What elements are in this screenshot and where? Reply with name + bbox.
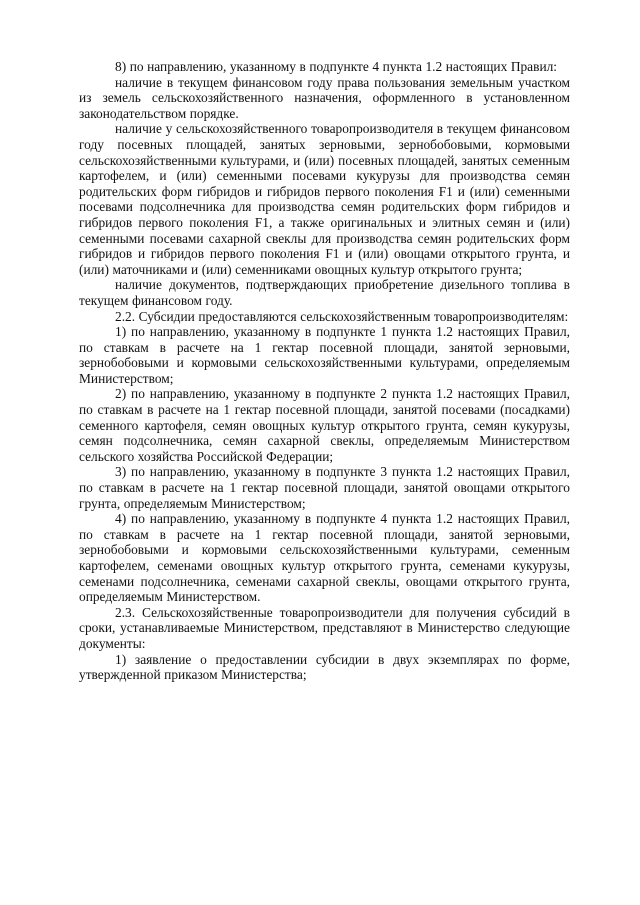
paragraph-land-use-right: наличие в текущем финансовом году права пользования земельным участком из земель сельскохозяйственного назначения, оформленного в установленном законодательством порядке.	[79, 74, 570, 121]
paragraph-section-2-3: 2.3. Сельскохозяйственные товаропроизводители для получения субсидий в сроки, устанавливаемые Министерством, представляют в Министерство следующие документы:	[79, 604, 570, 651]
paragraph-direction-2: 2) по направлению, указанному в подпункте 2 пункта 1.2 настоящих Правил, по ставкам в расчете на 1 гектар посевной площади, занятой посевами (посадками) семенного картофеля, семян овощных культур открытого грунта, семян кукурузы, семян подсолнечника, семян сахарной свеклы, определяемым Министерством сельского хозяйства Российской Федерации;	[79, 386, 570, 464]
paragraph-diesel-documents: наличие документов, подтверждающих приобретение дизельного топлива в текущем финансовом году.	[79, 277, 570, 308]
document-body	[79, 59, 570, 683]
paragraph-direction-1: 1) по направлению, указанному в подпункте 1 пункта 1.2 настоящих Правил, по ставкам в расчете на 1 гектар посевной площади, занятой зерновыми, зернобобовыми и кормовыми сельскохозяйственными культурами, определяемым Министерством;	[79, 324, 570, 386]
paragraph-application-form: 1) заявление о предоставлении субсидии в двух экземплярах по форме, утвержденной приказом Министерства;	[79, 651, 570, 683]
paragraph-item-8-direction: 8) по направлению, указанному в подпункте 4 пункта 1.2 настоящих Правил:	[115, 59, 558, 74]
paragraph-section-2-2: 2.2. Субсидии предоставляются сельскохозяйственным товаропроизводителям:	[115, 308, 569, 324]
paragraph-direction-3: 3) по направлению, указанному в подпункте 3 пункта 1.2 настоящих Правил, по ставкам в расчете на 1 гектар посевной площади, занятой овощами открытого грунта, определяемым Министерством;	[79, 464, 570, 511]
paragraph-sown-areas: наличие у сельскохозяйственного товаропроизводителя в текущем финансовом году посевных площадей, занятых зерновыми, зернобобовыми, кормовыми сельскохозяйственными культурами, и (или) посевных площадей, занятых семенным картофелем, и (или) семенными посевами кукурузы для производства семян родительских форм гибридов и гибридов первого поколения F1 и (или) семенными посевами подсолнечника для производства семян родительских форм гибридов и гибридов первого поколения F1, а также оригинальных и элитных семян и (или) семенными посевами сахарной свеклы для производства семян родительских форм гибридов и гибридов первого поколения F1 и (или) овощами открытого грунта, и (или) маточниками и (или) семенниками овощных культур открытого грунта;	[79, 121, 570, 277]
paragraph-direction-4: 4) по направлению, указанному в подпункте 4 пункта 1.2 настоящих Правил, по ставкам в расчете на 1 гектар посевной площади, занятой зерновыми, зернобобовыми и кормовыми сельскохозяйственными культурами, семенным картофелем, семенами овощных культур открытого грунта, семенами кукурузы, семенами подсолнечника, семенами сахарной свеклы, овощами открытого грунта, определяемым Министерством.	[79, 511, 570, 605]
